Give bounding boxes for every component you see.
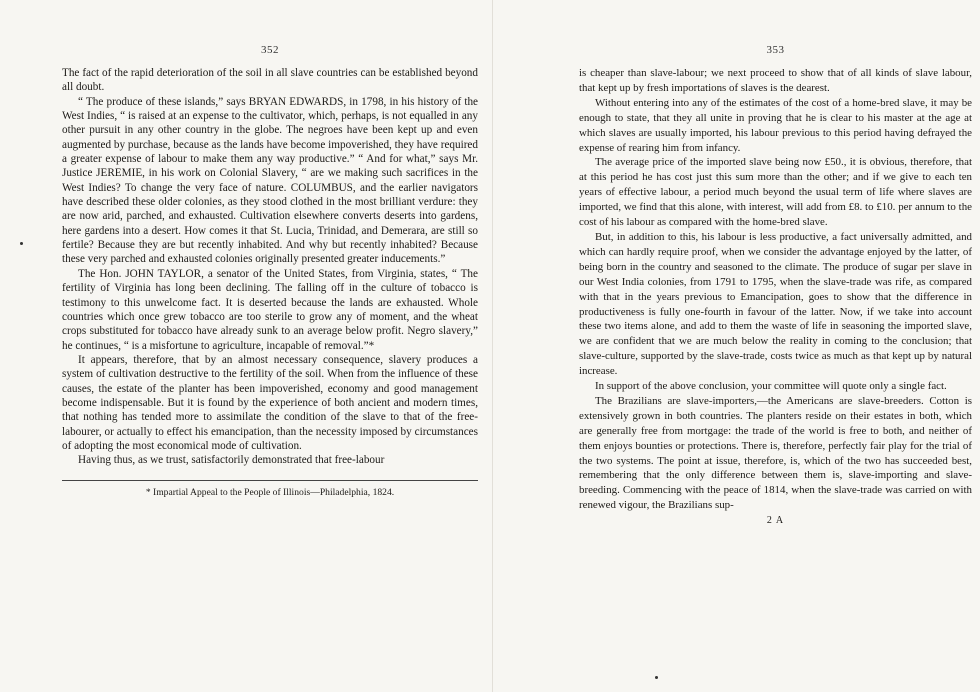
left-paragraph: “ The produce of these islands,” says BRYAN EDWARDS, in 1798, in his history of the West Indies, “ is raised at an expense to the cultivator, which, perhaps, is not equalled in any other pursuit in any other country in the globe. The negroes have been kept up and even augmented by purchase, because as the lands have become impoverished, they have required a greater expense of labour to make them any way productive.” “ And for what,” says Mr. Justice JEREMIE, in his work on Colonial Slavery, “ are we making such sacrifices in the West Indies? To change the very face of nature. COLUMBUS, and the earlier navigators have described these older colonies, as they stood clothed in the most brilliant verdure: they are now arid, parched, and exhausted. Cultivation elsewhere converts deserts into gardens, here gardens into a desert. How comes it that St. Lucia, Trinidad, and Demerara, are still so fertile? Because they are but recently inhabited. And why but recently inhabited? Because these very parched and exhausted colonies originally presented greater inducements.” bbox=[62, 95, 478, 266]
left-paragraph: The fact of the rapid deterioration of the soil in all slave countries can be established beyond all doubt. bbox=[62, 67, 478, 94]
left-page-text bbox=[62, 66, 478, 468]
right-paragraph: The average price of the imported slave being now £50., it is obvious, therefore, that at this period he has cost just this sum more than the other; and if we give to each ten years of effective labour, a period much beyond the usual term of life where slaves are imported, we find that this alone, with interest, will add from £8. to £10. per annum to the cost of his labour as compared with the home-bred slave. bbox=[579, 156, 972, 229]
left-paragraph: It appears, therefore, that by an almost necessary consequence, slavery produces a system of cultivation destructive to the fertility of the soil. When from the influence of these causes, the estate of the planter has been impoverished, economy and good management become indispensable. But it is found by the experience of both ancient and modern times, that nothing has tended more to assimilate the condition of the slave to that of the free-labourer, or actually to effect his emancipation, than the necessity imposed by circumstances of adopting the most economical mode of cultivation. bbox=[62, 353, 478, 452]
right-page bbox=[492, 0, 980, 692]
signature-mark: 2 A bbox=[766, 515, 785, 527]
footnote: * Impartial Appeal to the People of Illinois—Philadelphia, 1824. bbox=[145, 486, 395, 498]
right-page-number: 353 bbox=[766, 44, 785, 56]
margin-speck bbox=[655, 676, 658, 679]
margin-speck bbox=[20, 242, 23, 245]
right-paragraph: But, in addition to this, his labour is less productive, a fact universally admitted, and which can hardly require proof, when we consider the advantage enjoyed by the latter, of being born in the country and seasoned to the climate. The produce of sugar per slave in our West India colonies, from 1791 to 1795, when the slave-trade was rife, as compared with that in the years previous to Emancipation, goes to show that the difference in productiveness is fully one-fourth in favour of the latter. Now, if we take into account these two items alone, and add to them the waste of life in seasoning the imported slave, we are confident that we are much below the reality in coming to the conclusion; that slave-culture, supported by the slave-trade, costs twice as much as that kept up by natural increase. bbox=[579, 230, 972, 378]
right-paragraph: The Brazilians are slave-importers,—the Americans are slave-breeders. Cotton is extensively grown in both countries. The planters reside on their estates in both, which are generally free from mortgage: the trade of the world is free to both, and neither of them enjoys bounties or protections. There is, therefore, perfectly fair play for the trial of the two systems. The point at issue, therefore, is, which of the two has succeeded best, remembering that the only difference between them is, slave-importing and slave-breeding. Commencing with the peace of 1814, when the slave-trade was carried on with renewed vigour, the Brazilians sup- bbox=[579, 394, 972, 512]
footnote-divider bbox=[62, 480, 478, 481]
left-page-number: 352 bbox=[261, 44, 279, 56]
right-page-text bbox=[579, 66, 972, 513]
left-paragraph: The Hon. JOHN TAYLOR, a senator of the United States, from Virginia, states, “ The fertility of Virginia has long been declining. The falling off in the culture of tobacco is testimony to this unwelcome fact. It is deserted because the lands are exhausted. Whole countries which once grew tobacco are too sterile to grow any of moment, and the wheat crops substituted for tobacco have already sunk to an average below profit. Negro slavery,” he continues, “ is a misfortune to agriculture, incapable of removal.”* bbox=[62, 267, 478, 352]
right-paragraph: Without entering into any of the estimates of the cost of a home-bred slave, it may be enough to state, that they all unite in proving that he is clear to his master at the age at which slaves are usually imported, his labour previous to this period having defrayed the expense of rearing him from infancy. bbox=[579, 96, 972, 154]
right-paragraph: In support of the above conclusion, your committee will quote only a single fact. bbox=[595, 380, 947, 393]
left-paragraph: Having thus, as we trust, satisfactorily demonstrated that free-labour bbox=[78, 454, 385, 467]
right-paragraph: is cheaper than slave-labour; we next proceed to show that of all kinds of slave labour, that kept up by fresh importations of slaves is the dearest. bbox=[579, 67, 972, 94]
